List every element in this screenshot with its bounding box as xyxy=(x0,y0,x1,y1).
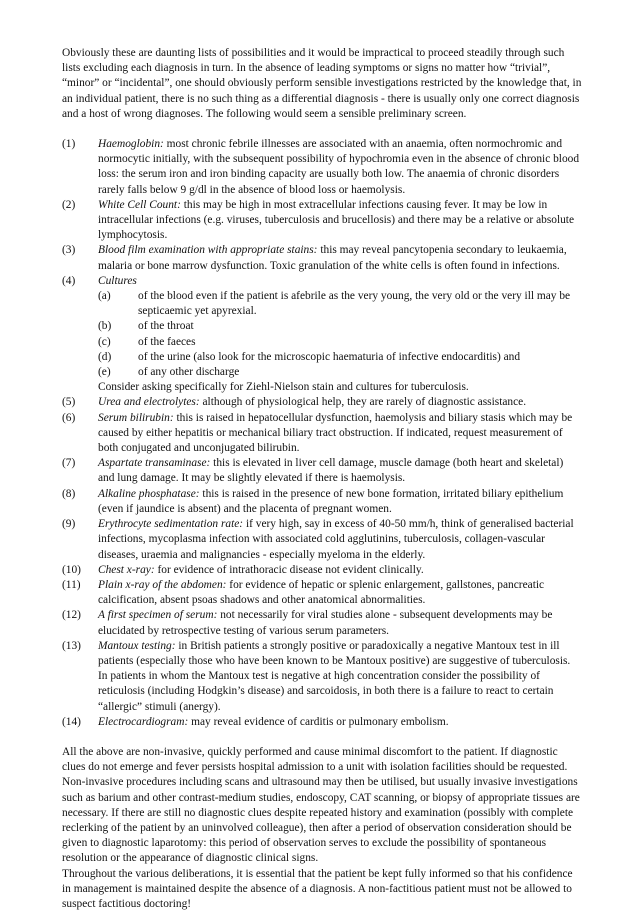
item-number: (14) xyxy=(62,715,81,728)
list-item xyxy=(62,715,582,730)
item-text: this may reveal pancytopenia secondary to leukaemia, malaria or bone marrow dysfunction. Toxic granulation of the white cells is often found in infections. xyxy=(98,244,567,272)
item-title: Erythrocyte sedimentation rate: xyxy=(98,518,244,531)
item-number: (4) xyxy=(62,274,76,287)
final-paragraph: Throughout the various deliberations, it is essential that the patient be kept fully informed so that his confidence in management is maintained despite the absence of a diagnosis. A non-factitious patient must not be allowed to suspect factitious doctoring! xyxy=(62,867,573,910)
list-item xyxy=(62,639,582,715)
item-title: Aspartate transaminase: xyxy=(98,457,211,470)
item-title: White Cell Count: xyxy=(98,198,181,211)
item-text: for evidence of intrathoracic disease not evident clinically. xyxy=(154,563,424,576)
item-title: Plain x-ray of the abdomen: xyxy=(98,578,227,591)
item-number: (13) xyxy=(62,639,81,652)
item-title: Chest x-ray: xyxy=(98,563,155,576)
item-title: Mantoux testing: xyxy=(98,639,176,652)
investigation-list xyxy=(62,137,582,730)
subitem-letter: (d) xyxy=(98,350,112,363)
item-number: (3) xyxy=(62,244,76,257)
subitem-text: of any other discharge xyxy=(138,366,240,379)
item-number: (6) xyxy=(62,411,76,424)
item-text: in British patients a strongly positive or paradoxically a negative Mantoux test in ill patients (especially those who have been known to be Mantoux positive) are suggestive of tuberculosis. In patients in whom the Mantoux test is negative at high concentration consider the possibility of reticulosis (including Hodgkin’s disease) and sarcoidosis, in both there is a failure to react to certain “allergic” stimuli (anergy). xyxy=(98,639,571,713)
culture-subitem xyxy=(98,289,582,319)
item-text: this may be high in most extracellular infections causing fever. It may be low in intracellular infections (e.g. viruses, tuberculosis and brucellosis) and there may be a relative or absolute lymphocytosis. xyxy=(98,198,575,242)
subitem-text: of the urine (also look for the microscopic haematuria of infective endocarditis) and xyxy=(138,350,521,363)
list-item xyxy=(62,487,582,517)
list-item xyxy=(62,137,582,198)
subitem-letter: (a) xyxy=(98,290,111,303)
item-title: Alkaline phosphatase: xyxy=(98,487,200,500)
item-text: not necessarily for viral studies alone - subsequent developments may be elucidated by retrospective testing of various serum parameters. xyxy=(98,609,553,637)
subitem-text: of the faeces xyxy=(138,335,196,348)
item-title: Serum bilirubin: xyxy=(98,411,174,424)
culture-subitem xyxy=(98,335,582,350)
item-title: Blood film examination with appropriate stains: xyxy=(98,244,318,257)
list-item xyxy=(62,578,582,608)
culture-subitem xyxy=(98,365,582,380)
item-title: Urea and electrolytes: xyxy=(98,396,200,409)
list-item xyxy=(62,198,582,244)
list-item xyxy=(62,608,582,638)
item-number: (8) xyxy=(62,487,76,500)
list-item-cultures xyxy=(62,274,582,396)
item-text: this is raised in hepatocellular dysfunction, haemolysis and biliary stasis which may be caused by either hepatitis or mechanical biliary tract obstruction. If indicated, request measurement of both conjugated and unconjugated bilirubin. xyxy=(98,411,573,455)
list-item xyxy=(62,243,582,273)
item-text: this is elevated in liver cell damage, muscle damage (both heart and skeletal) and lung damage. It may be slightly elevated if there is haemolysis. xyxy=(98,457,564,485)
item-title: Electrocardiogram: xyxy=(98,715,189,728)
item-number: (1) xyxy=(62,138,76,151)
list-item xyxy=(62,411,582,457)
item-number: (2) xyxy=(62,198,76,211)
subitem-text: of the blood even if the patient is afebrile as the very young, the very old or the very ill may be septicaemic yet apyrexial. xyxy=(138,290,571,318)
item-title: Cultures xyxy=(98,274,137,287)
list-item xyxy=(62,563,582,578)
item-text: most chronic febrile illnesses are associated with an anaemia, often normochromic and normocytic initially, with the subsequent possibility of hypochromia even in the absence of chronic blood loss: the serum iron and iron binding capacity are usually both low. The anaemia of chronic disorders rarely falls below 9 g/dl in the absence of blood loss or haemolysis. xyxy=(98,138,580,196)
item-number: (5) xyxy=(62,396,76,409)
subitem-letter: (c) xyxy=(98,335,111,348)
subitem-letter: (b) xyxy=(98,320,112,333)
list-item xyxy=(62,395,582,410)
item-number: (9) xyxy=(62,518,76,531)
item-text: this is raised in the presence of new bone formation, irritated biliary epithelium (even if jaundice is absent) and the placenta of pregnant women. xyxy=(98,487,564,515)
culture-subitem xyxy=(98,350,582,365)
list-item xyxy=(62,456,582,486)
subitem-text: of the throat xyxy=(138,320,194,333)
closing-paragraph: All the above are non-invasive, quickly performed and cause minimal discomfort to the patient. If diagnostic clues do not emerge and fever persists hospital admission to a unit with isolation facilities should be requested. Non-invasive procedures including scans and ultrasound may then be utilised, but usually invasive investigations such as barium and other contrast-medium studies, endoscopy, CAT scanning, or biopsy of appropriate tissues are necessary. If there are still no diagnostic clues despite repeated history and examination (possibly with complete reclerking of the patient by an uninvolved colleague), then after a period of observation consideration should be given to diagnostic laparotomy: this period of observation serves to exclude the possibility of spontaneous resolution or the appearance of diagnostic clinical signs. xyxy=(62,745,580,865)
item-text: if very high, say in excess of 40-50 mm/h, think of generalised bacterial infections, mycoplasma infection with associated cold agglutinins, tuberculosis, collagen-vascular diseases, uraemia and malignancies - especially myeloma in the elderly. xyxy=(98,518,574,561)
item-title: Haemoglobin: xyxy=(98,138,164,151)
item-text: for evidence of hepatic or splenic enlargement, gallstones, pancreatic calcification, absent psoas shadows and other anatomical abnormalities. xyxy=(98,578,545,607)
culture-subitem xyxy=(98,319,582,334)
cultures-note: Consider asking specifically for Ziehl-Nielson stain and cultures for tuberculosis. xyxy=(98,381,469,394)
item-text: may reveal evidence of carditis or pulmonary embolism. xyxy=(188,715,449,728)
intro-paragraph: Obviously these are daunting lists of possibilities and it would be impractical to proceed steadily through such lists excluding each diagnosis in turn. In the absence of leading symptoms or signs no matter how “trivial”, “minor” or “incidental”, one should obviously perform sensible investigations restricted by the knowledge that, in an individual patient, there is no such thing as a differential diagnosis - there is usually only one correct diagnosis and a host of wrong diagnoses. The following would seem a sensible preliminary screen. xyxy=(62,47,582,120)
document-page xyxy=(62,46,582,912)
item-number: (10) xyxy=(62,563,81,576)
item-title: A first specimen of serum: xyxy=(98,609,218,622)
item-number: (12) xyxy=(62,609,81,622)
item-text: although of physiological help, they are rarely of diagnostic assistance. xyxy=(199,396,527,409)
item-number: (11) xyxy=(62,578,81,591)
list-item xyxy=(62,517,582,563)
item-number: (7) xyxy=(62,457,76,470)
subitem-letter: (e) xyxy=(98,366,111,379)
